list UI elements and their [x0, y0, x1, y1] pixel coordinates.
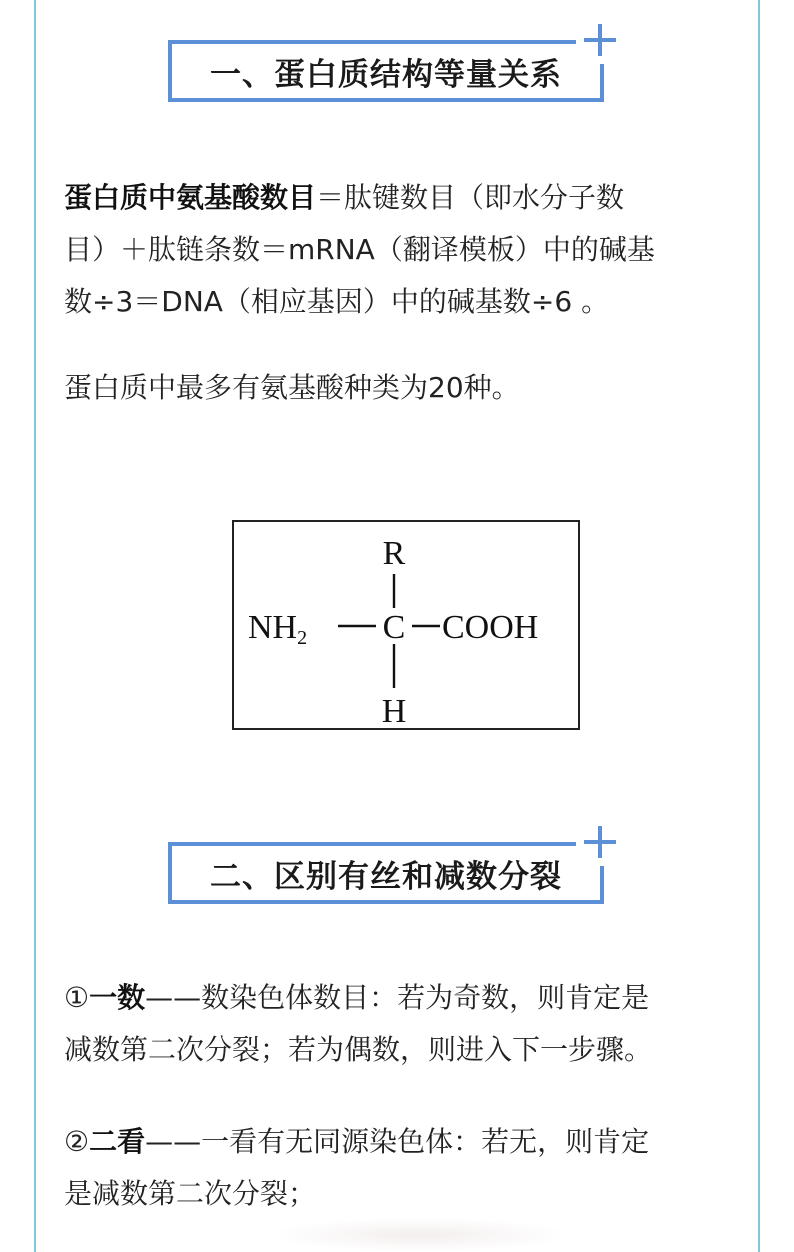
- bold-term: 一数: [89, 981, 146, 1014]
- list-item-line-2: 减数第二次分裂；若为偶数，则进入下一步骤。: [64, 1033, 653, 1066]
- list-item-line-1: ①一数——数染色体数目：若为奇数，则肯定是: [64, 981, 650, 1014]
- list-item-line-1: ②二看——一看有无同源染色体：若无，则肯定: [64, 1125, 650, 1158]
- section-title-1: 一、蛋白质结构等量关系: [210, 56, 562, 93]
- formula-hydrogen: H: [381, 693, 407, 728]
- bold-term: 二看: [89, 1125, 146, 1158]
- plus-icon: [584, 24, 616, 56]
- section-header-2: [168, 842, 604, 904]
- paragraph-line-1: 蛋白质中氨基酸数目＝肽键数目（即水分子数: [64, 181, 625, 214]
- paragraph-line-3: 数÷3＝DNA（相应基因）中的碱基数÷6 。: [64, 285, 610, 318]
- formula-amino-group: NH2: [248, 609, 308, 649]
- bottom-fade: [270, 1218, 570, 1252]
- formula-carboxyl-group: COOH: [442, 609, 539, 646]
- formula-carbon: C: [382, 609, 406, 646]
- plus-icon: [584, 826, 616, 858]
- right-frame-line: [758, 0, 760, 1252]
- paragraph-protein-relation: [64, 172, 736, 328]
- list-item-2: [64, 1116, 736, 1220]
- paragraph-line-2: 目）＋肽链条数＝mRNA（翻译模板）中的碱基: [64, 233, 655, 266]
- list-item-1: [64, 972, 736, 1076]
- list-item-line-2: 是减数第二次分裂；: [64, 1177, 317, 1210]
- paragraph-amino-acid-types: 蛋白质中最多有氨基酸种类为20种。: [64, 371, 520, 404]
- bold-term: 蛋白质中氨基酸数目: [64, 181, 317, 214]
- left-frame-line: [34, 0, 36, 1252]
- section-header-1: [168, 40, 604, 102]
- section-title-2: 二、区别有丝和减数分裂: [210, 858, 562, 895]
- amino-acid-structure-figure: [232, 520, 580, 730]
- formula-r-group: R: [382, 535, 406, 572]
